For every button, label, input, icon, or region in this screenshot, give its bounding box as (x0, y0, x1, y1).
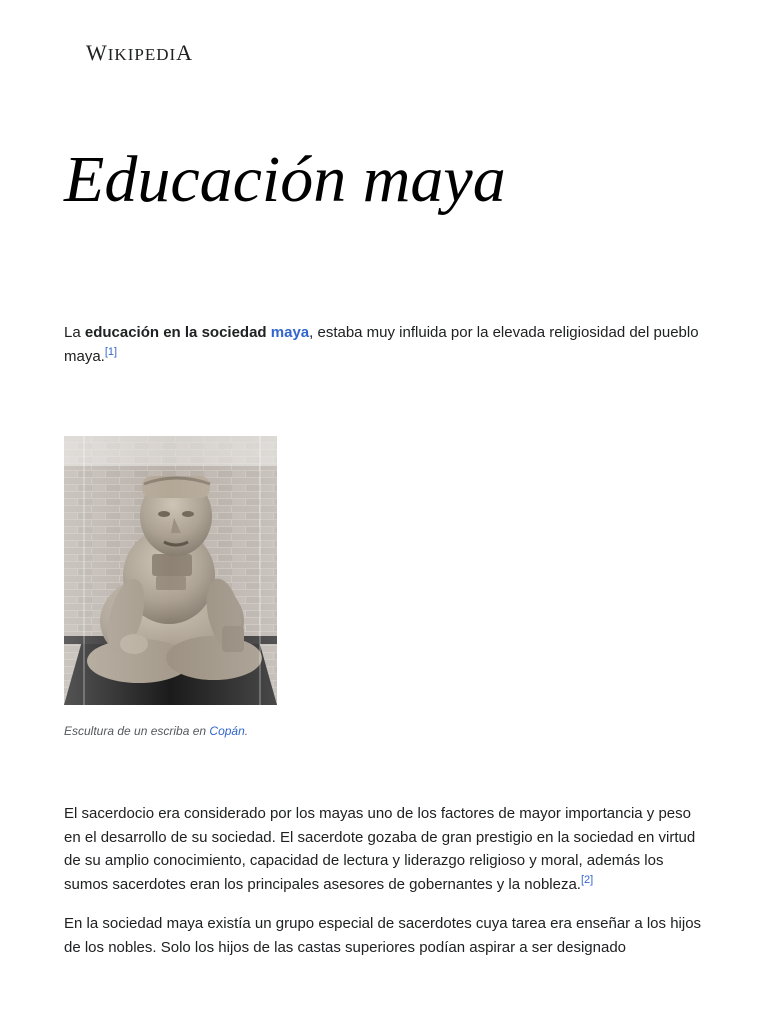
scribe-sculpture-image[interactable] (64, 436, 277, 705)
caption-end: . (244, 724, 249, 738)
figure-caption (64, 724, 248, 738)
education-text: En la sociedad maya existía un grupo especial de sacerdotes cuya tarea era enseñar a los hijos de los nobles. Solo los hijos de las castas superiores podían aspirar a ser designado (64, 915, 702, 956)
intro-text-start: La (64, 324, 85, 341)
wordmark-middle: IKIPEDI (107, 45, 177, 64)
intro-text-end: , estaba muy influida por la elevada religiosidad del pueblo maya. (64, 324, 699, 365)
priesthood-text: El sacerdocio era considerado por los mayas uno de los factores de mayor importancia y peso en el desarrollo de su sociedad. El sacerdote gozaba de gran prestigio en la sociedad en virtud de su amplio conocimiento, capacidad de lectura y liderazgo religioso y moral, además los sumos sacerdotes eran los principales asesores de gobernantes y la nobleza. (64, 805, 696, 893)
wordmark-last-letter: A (176, 40, 194, 65)
maya-link[interactable]: maya (270, 324, 310, 341)
citation-1-link[interactable]: [1] (104, 345, 118, 358)
wordmark-first-letter: W (86, 40, 108, 65)
wikipedia-wordmark[interactable] (86, 40, 193, 68)
education-paragraph (64, 912, 709, 959)
scribe-sculpture-illustration (64, 436, 277, 705)
intro-paragraph (64, 321, 709, 368)
caption-text: Escultura de un escriba en (64, 724, 210, 738)
copan-link[interactable]: Copán (209, 724, 245, 738)
intro-bold-term: educación en la sociedad (84, 324, 271, 341)
page-title: Educación maya (64, 143, 506, 216)
citation-2-link[interactable]: [2] (580, 873, 594, 886)
priesthood-paragraph (64, 802, 709, 896)
